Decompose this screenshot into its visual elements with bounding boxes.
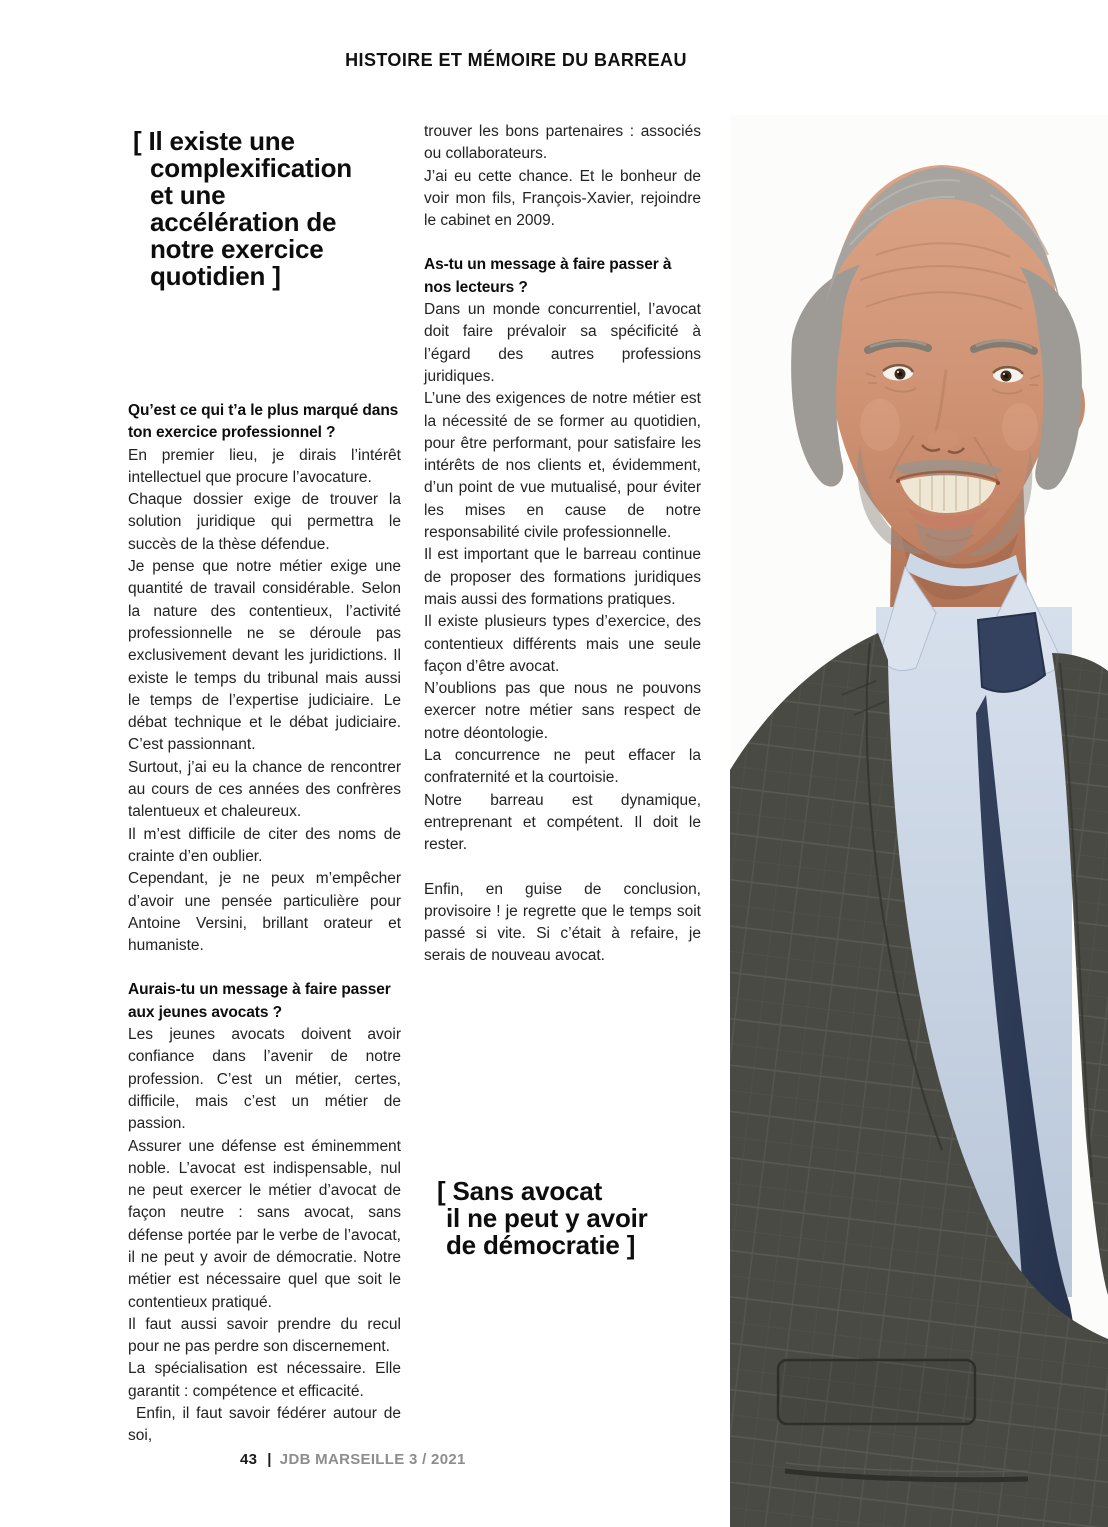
pull-quote-line: complexification — [150, 153, 352, 183]
page-footer — [240, 1451, 466, 1468]
pull-quote-line: il ne peut y avoir — [446, 1203, 648, 1233]
interview-answer: La spécialisation est nécessaire. Elle garantit : compétence et efficacité. — [128, 1360, 401, 1400]
pull-quote-primary — [133, 128, 352, 290]
interview-answer: Il est important que le barreau continue de proposer des formations juridiques mais aussi des formations pratiques. — [424, 546, 701, 608]
page-number: 43 — [240, 1451, 258, 1468]
interview-answer: Il existe plusieurs types d’exercice, des contentieux différents mais une seule façon d’être avocat. — [424, 613, 701, 675]
magazine-title: JDB MARSEILLE 3 / 2021 — [279, 1451, 466, 1468]
interview-answer: La concurrence ne peut effacer la confraternité et la courtoisie. — [424, 747, 701, 787]
portrait-photo — [730, 115, 1108, 1527]
interview-question: As-tu un message à faire passer à nos lecteurs ? — [424, 256, 672, 296]
pull-quote-line: notre exercice — [150, 234, 324, 264]
section-header: HISTOIRE ET MÉMOIRE DU BARREAU — [345, 50, 687, 70]
interview-answer: Surtout, j’ai eu la chance de rencontrer au cours de ces années des confrères talentueux et chaleureux. — [128, 758, 401, 821]
interview-answer: Enfin, il faut savoir fédérer autour de soi, — [128, 1405, 401, 1445]
interview-question: Qu’est ce qui t’a le plus marqué dans ton exercice professionnel ? — [128, 402, 399, 442]
pull-quote-line: [ Il existe une — [133, 126, 295, 156]
interview-answer: trouver les bons partenaires : associés ou collaborateurs. — [424, 123, 701, 163]
interview-question: Aurais-tu un message à faire passer aux jeunes avocats ? — [128, 981, 391, 1021]
interview-answer: En premier lieu, je dirais l’intérêt intellectuel que procure l’avocature. — [128, 446, 401, 486]
interview-answer: Assurer une défense est éminemment noble. L’avocat est indispensable, nul ne peut exercer le métier d’avocat de façon neutre : sans avocat, sans défense portée par le verbe de l’avocat, il ne peut y avoir de démocratie. Notre métier est nécessaire quel que soit le contentieux pratiqué. — [128, 1137, 401, 1311]
pull-quote-secondary — [437, 1178, 648, 1259]
pull-quote-line: [ Sans avocat — [437, 1176, 603, 1206]
pull-quote-line: quotidien ] — [150, 261, 281, 291]
interview-answer: J’ai eu cette chance. Et le bonheur de voir mon fils, François-Xavier, rejoindre le cabinet en 2009. — [424, 167, 701, 230]
interview-answer: Cependant, je ne peux m’empêcher d’avoir une pensée particulière pour Antoine Versini, brillant orateur et humaniste. — [128, 870, 401, 955]
column-left — [128, 400, 401, 1448]
interview-answer: Dans un monde concurrentiel, l’avocat doit faire prévaloir sa spécificité à l’égard des autres professions juridiques. — [424, 301, 701, 385]
pull-quote-line: de démocratie ] — [446, 1230, 636, 1260]
pull-quote-line: et une — [150, 180, 226, 210]
interview-answer: N’oublions pas que nous ne pouvons exercer notre métier sans respect de notre déontologie. — [424, 680, 701, 742]
interview-answer: Notre barreau est dynamique, entreprenant et compétent. Il doit le rester. — [424, 791, 701, 854]
interview-answer: Il faut aussi savoir prendre du recul pour ne pas perdre son discernement. — [128, 1315, 401, 1356]
footer-separator: | — [267, 1451, 272, 1468]
pull-quote-line: accélération de — [150, 207, 337, 237]
interview-answer: L’une des exigences de notre métier est la nécessité de se former au quotidien, pour être performant, pour satisfaire les intérêts de nos clients et, évidemment, d’un point de vue mutualisé, pour éviter les mises en cause de notre responsabilité civile professionnelle. — [424, 390, 701, 542]
interview-answer: Je pense que notre métier exige une quantité de travail considérable. Selon la nature des contentieux, l’activité professionnelle ne se déroule pas exclusivement devant les juridictions. Il existe le temps du tribunal mais aussi le temps de l’expertise judiciaire. Le débat technique et le débat judiciaire. C’est passionnant. — [128, 558, 401, 754]
interview-answer: Chaque dossier exige de trouver la solution juridique qui permettra le succès de la thèse défendue. — [128, 491, 401, 553]
interview-answer: Il m’est difficile de citer des noms de crainte d’en oublier. — [128, 825, 401, 865]
column-middle — [424, 121, 701, 968]
interview-conclusion: Enfin, en guise de conclusion, provisoire ! je regrette que le temps soit passé si vite. Si c’était à refaire, je serais de nouveau avocat. — [424, 880, 701, 965]
interview-answer: Les jeunes avocats doivent avoir confiance dans l’avenir de notre profession. C’est un métier, certes, difficile, mais c’est un métier de passion. — [128, 1026, 401, 1133]
